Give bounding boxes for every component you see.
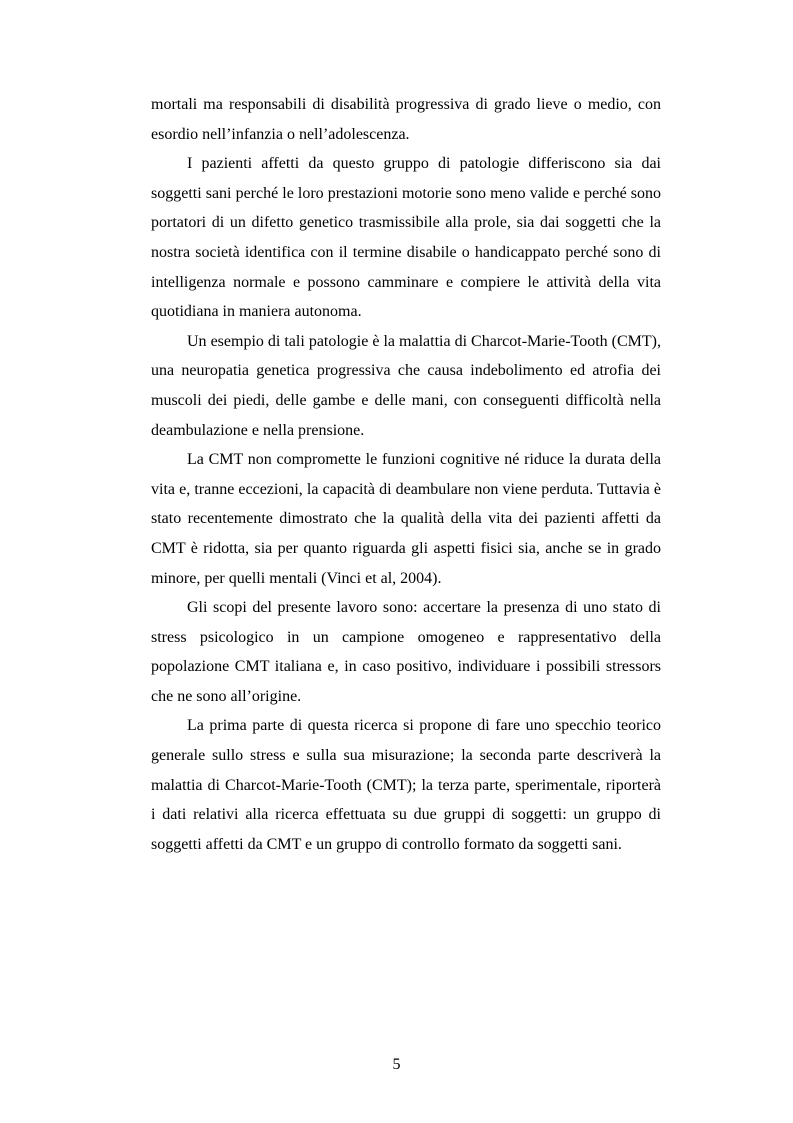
page-number: 5 (392, 1056, 401, 1073)
body-text (151, 90, 661, 859)
paragraph: Un esempio di tali patologie è la malattia di Charcot-Marie-Tooth (CMT), una neuropatia genetica progressiva che causa indebolimento ed atrofia dei muscoli dei piedi, delle gambe e delle mani, con conseguenti difficoltà nella deambulazione e nella prensione. (151, 332, 661, 439)
paragraph: I pazienti affetti da questo gruppo di patologie differiscono sia dai soggetti sani perché le loro prestazioni motorie sono meno valide e perché sono portatori di un difetto genetico trasmissibile alla prole, sia dai soggetti che la nostra società identifica con il termine disabile o handicappato perché sono di intelligenza normale e possono camminare e compiere le attività della vita quotidiana in maniera autonoma. (151, 155, 661, 321)
paragraph: La CMT non compromette le funzioni cognitive né riduce la durata della vita e, tranne eccezioni, la capacità di deambulare non viene perduta. Tuttavia è stato recentemente dimostrato che la qualità della vita dei pazienti affetti da CMT è ridotta, sia per quanto riguarda gli aspetti fisici sia, anche se in grado minore, per quelli mentali (Vinci et al, 2004). (151, 451, 661, 587)
paragraph: Gli scopi del presente lavoro sono: accertare la presenza di uno stato di stress psicologico in un campione omogeneo e rappresentativo della popolazione CMT italiana e, in caso positivo, individuare i possibili stressors che ne sono all’origine. (151, 599, 661, 705)
paragraph-continuation: mortali ma responsabili di disabilità progressiva di grado lieve o medio, con esordio nell’infanzia o nell’adolescenza. (151, 96, 661, 143)
paragraph: La prima parte di questa ricerca si propone di fare uno specchio teorico generale sullo stress e sulla sua misurazione; la seconda parte descriverà la malattia di Charcot-Marie-Tooth (CMT); la terza parte, sperimentale, riporterà i dati relativi alla ricerca effettuata su due gruppi di soggetti: un gruppo di soggetti affetti da CMT e un gruppo di controllo formato da soggetti sani. (151, 717, 661, 853)
